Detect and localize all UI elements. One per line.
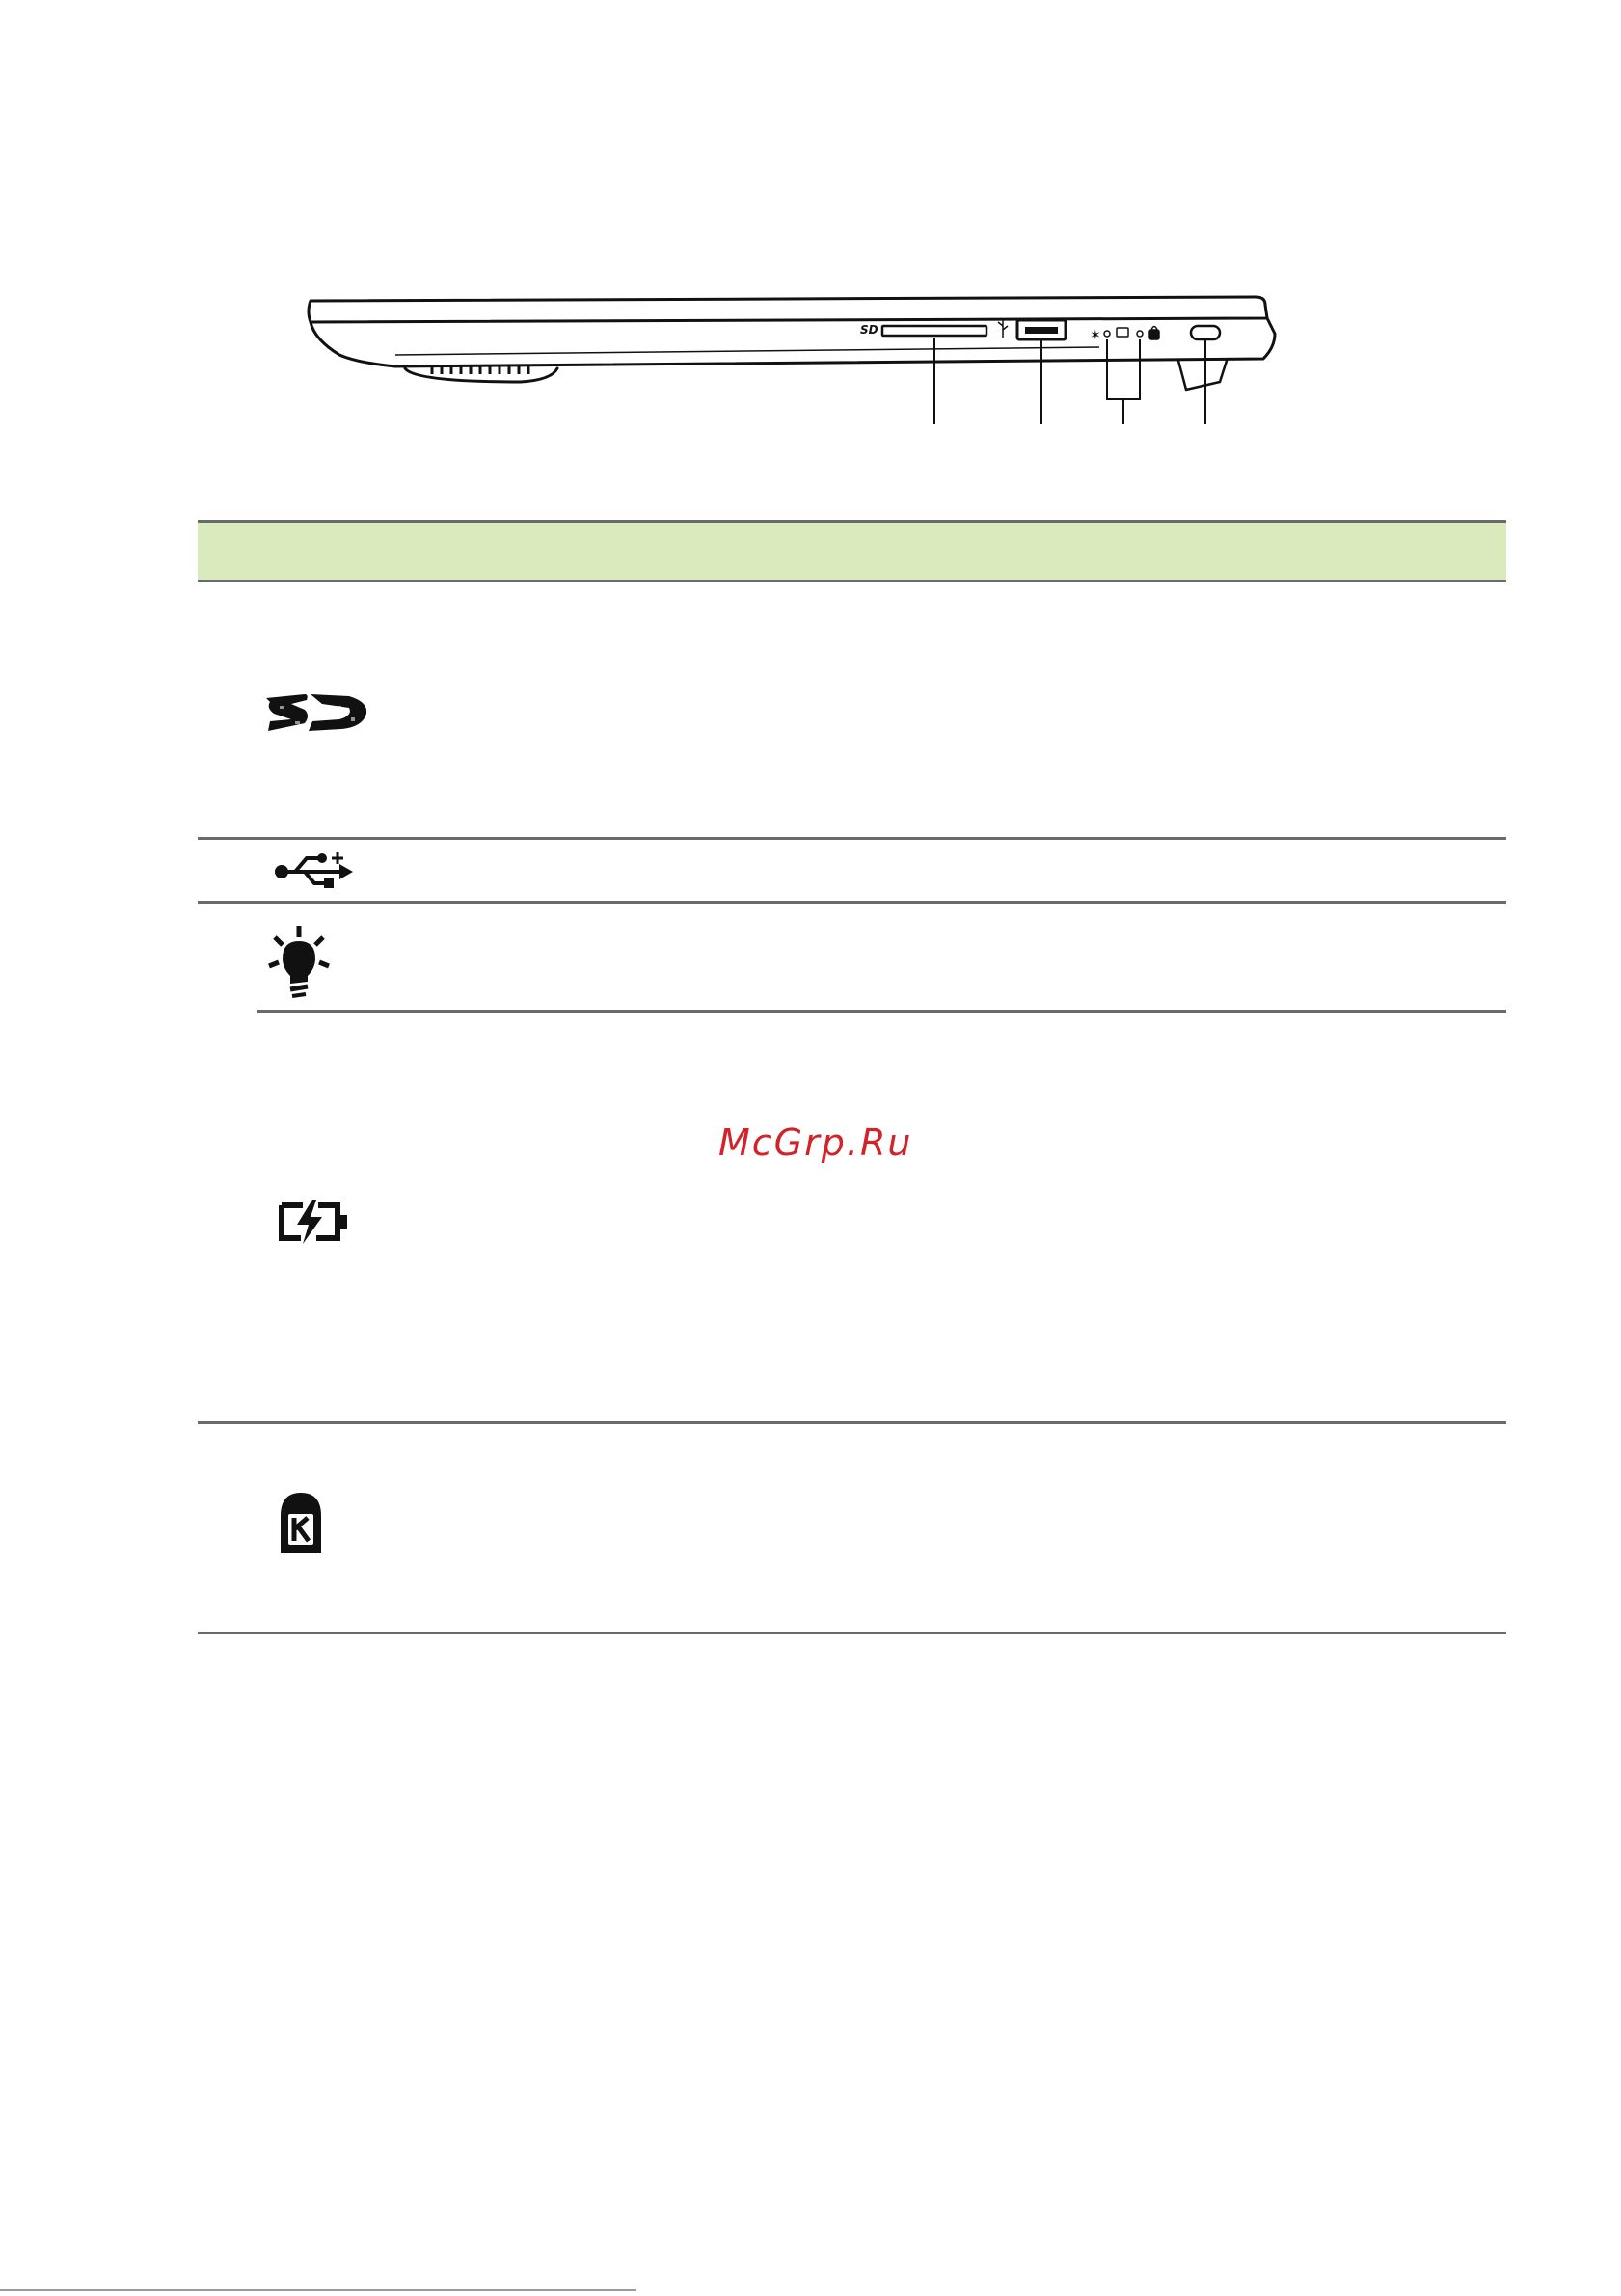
- laptop-base: [311, 318, 1275, 366]
- callout-lines: [934, 338, 1205, 424]
- laptop-lid: [309, 297, 1267, 322]
- power-indicator-icon: [265, 924, 333, 999]
- usb-port-glyph: [998, 318, 1008, 338]
- laptop-rear-foot: [1178, 361, 1227, 390]
- sd-card-slot: [882, 326, 986, 336]
- table-header: [198, 520, 1506, 582]
- battery-indicator-icon: [276, 1198, 353, 1246]
- sd-slot-label: SD: [860, 323, 878, 337]
- kensington-lock-icon: [277, 1491, 325, 1556]
- row-divider-1: [198, 837, 1506, 840]
- row-divider-4: [198, 1421, 1506, 1424]
- page-bottom-rule: [0, 2289, 636, 2291]
- watermark: McGrp.Ru: [718, 1121, 913, 1164]
- kensington-slot-diagram: [1191, 326, 1220, 339]
- row-divider-2: [198, 901, 1506, 904]
- row-divider-5: [198, 1632, 1506, 1634]
- usb-icon: [272, 851, 357, 893]
- led-indicators: [1090, 327, 1159, 344]
- sd-card-icon: [262, 692, 370, 733]
- svg-text:✶: ✶: [1090, 328, 1101, 343]
- row-divider-3: [257, 1010, 1506, 1013]
- laptop-side-view-diagram: [289, 280, 1302, 434]
